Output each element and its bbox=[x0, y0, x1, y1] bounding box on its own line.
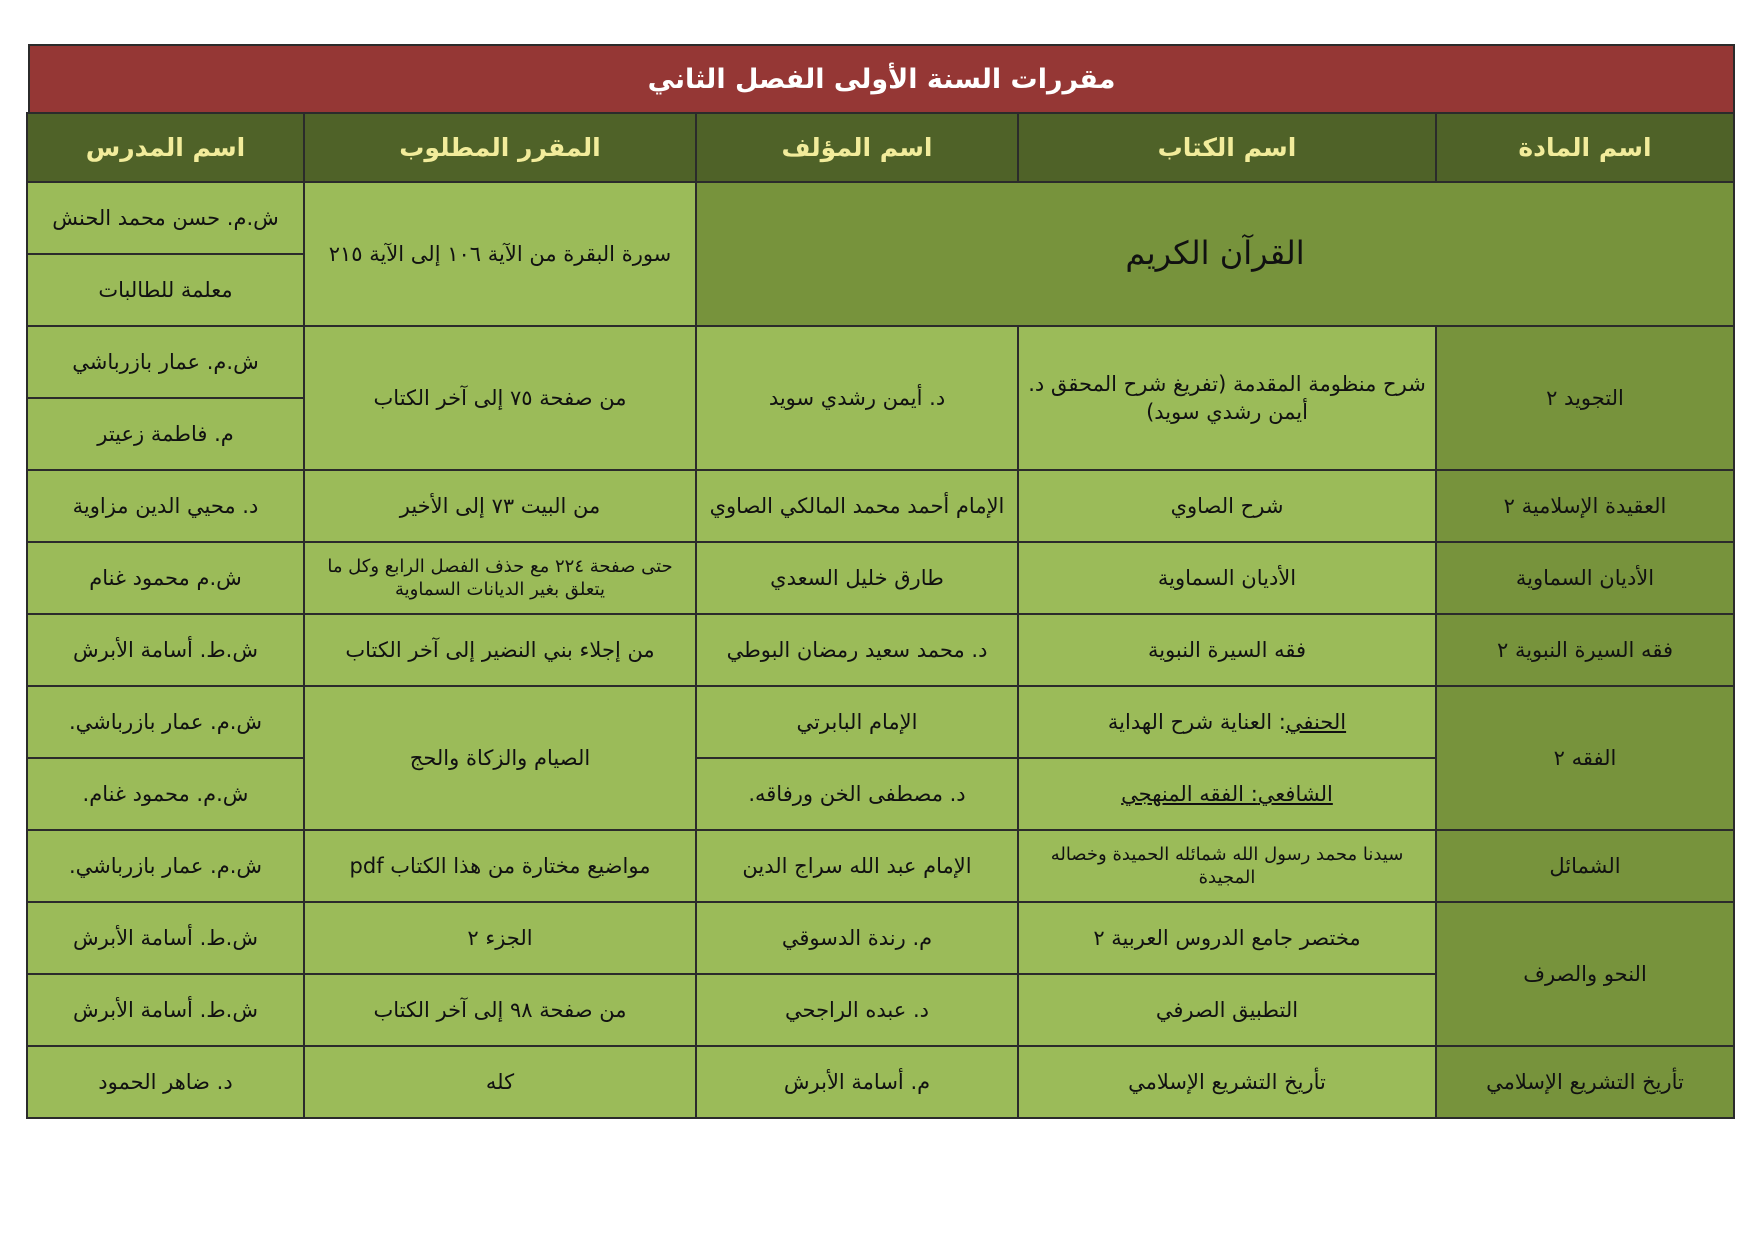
quran-cell: القرآن الكريم bbox=[696, 182, 1734, 326]
table-row-shamail bbox=[27, 830, 1734, 902]
curriculum-table bbox=[26, 112, 1735, 1119]
table-row-seerah bbox=[27, 614, 1734, 686]
table-row-religions bbox=[27, 542, 1734, 614]
fiqh-hanafi-book bbox=[1018, 686, 1436, 758]
nahw-portion-2: من صفحة ٩٨ إلى آخر الكتاب bbox=[304, 974, 696, 1046]
fiqh-hanafi-author: الإمام البابرتي bbox=[696, 686, 1018, 758]
nahw-author-2: د. عبده الراجحي bbox=[696, 974, 1018, 1046]
table-row-aqeedah bbox=[27, 470, 1734, 542]
tashree-teacher: د. ضاهر الحمود bbox=[27, 1046, 304, 1118]
header-row bbox=[27, 113, 1734, 182]
aqeedah-portion: من البيت ٧٣ إلى الأخير bbox=[304, 470, 696, 542]
fiqh-subject: الفقه ٢ bbox=[1436, 686, 1734, 830]
nahw-author-1: م. رندة الدسوقي bbox=[696, 902, 1018, 974]
nahw-book-1: مختصر جامع الدروس العربية ٢ bbox=[1018, 902, 1436, 974]
aqeedah-author: الإمام أحمد محمد المالكي الصاوي bbox=[696, 470, 1018, 542]
seerah-author: د. محمد سعيد رمضان البوطي bbox=[696, 614, 1018, 686]
fiqh-shafii-label: الشافعي bbox=[1257, 781, 1333, 806]
tajweed-teacher-1: ش.م. عمار بازرباشي bbox=[27, 326, 304, 398]
religions-subject: الأديان السماوية bbox=[1436, 542, 1734, 614]
aqeedah-teacher: د. محيي الدين مزاوية bbox=[27, 470, 304, 542]
header-teacher: اسم المدرس bbox=[27, 113, 304, 182]
fiqh-hanafi-label: الحنفي bbox=[1285, 709, 1347, 734]
tajweed-book: شرح منظومة المقدمة (تفريغ شرح المحقق د. أيمن رشدي سويد) bbox=[1018, 326, 1436, 470]
religions-author: طارق خليل السعدي bbox=[696, 542, 1018, 614]
shamail-author: الإمام عبد الله سراج الدين bbox=[696, 830, 1018, 902]
header-subject: اسم المادة bbox=[1436, 113, 1734, 182]
nahw-subject: النحو والصرف bbox=[1436, 902, 1734, 1046]
fiqh-shafii-book bbox=[1018, 758, 1436, 830]
nahw-book-2: التطبيق الصرفي bbox=[1018, 974, 1436, 1046]
religions-book: الأديان السماوية bbox=[1018, 542, 1436, 614]
fiqh-teacher-1: ش.م. عمار بازرباشي. bbox=[27, 686, 304, 758]
seerah-teacher: ش.ط. أسامة الأبرش bbox=[27, 614, 304, 686]
fiqh-shafii-author: د. مصطفى الخن ورفاقه. bbox=[696, 758, 1018, 830]
shamail-teacher: ش.م. عمار بازرباشي. bbox=[27, 830, 304, 902]
table-row-tashree bbox=[27, 1046, 1734, 1118]
table-row-quran bbox=[27, 182, 1734, 254]
seerah-subject: فقه السيرة النبوية ٢ bbox=[1436, 614, 1734, 686]
tashree-book: تأريخ التشريع الإسلامي bbox=[1018, 1046, 1436, 1118]
fiqh-portion: الصيام والزكاة والحج bbox=[304, 686, 696, 830]
nahw-teacher-2: ش.ط. أسامة الأبرش bbox=[27, 974, 304, 1046]
nahw-portion-1: الجزء ٢ bbox=[304, 902, 696, 974]
table-row-fiqh bbox=[27, 686, 1734, 758]
quran-teacher-2: معلمة للطالبات bbox=[27, 254, 304, 326]
table-row-nahw bbox=[27, 902, 1734, 974]
quran-teacher-1: ش.م. حسن محمد الحنش bbox=[27, 182, 304, 254]
nahw-teacher-1: ش.ط. أسامة الأبرش bbox=[27, 902, 304, 974]
shamail-book: سيدنا محمد رسول الله شمائله الحميدة وخصاله المجيدة bbox=[1018, 830, 1436, 902]
shamail-portion: مواضيع مختارة من هذا الكتاب pdf bbox=[304, 830, 696, 902]
header-book: اسم الكتاب bbox=[1018, 113, 1436, 182]
header-portion: المقرر المطلوب bbox=[304, 113, 696, 182]
aqeedah-subject: العقيدة الإسلامية ٢ bbox=[1436, 470, 1734, 542]
tajweed-portion: من صفحة ٧٥ إلى آخر الكتاب bbox=[304, 326, 696, 470]
tashree-portion: كله bbox=[304, 1046, 696, 1118]
shamail-subject: الشمائل bbox=[1436, 830, 1734, 902]
tashree-subject: تأريخ التشريع الإسلامي bbox=[1436, 1046, 1734, 1118]
tashree-author: م. أسامة الأبرش bbox=[696, 1046, 1018, 1118]
fiqh-shafii-title: : الفقه المنهجي bbox=[1121, 781, 1258, 806]
religions-teacher: ش.م محمود غنام bbox=[27, 542, 304, 614]
header-author: اسم المؤلف bbox=[696, 113, 1018, 182]
seerah-book: فقه السيرة النبوية bbox=[1018, 614, 1436, 686]
tajweed-subject: التجويد ٢ bbox=[1436, 326, 1734, 470]
religions-portion: حتى صفحة ٢٢٤ مع حذف الفصل الرابع وكل ما يتعلق بغير الديانات السماوية bbox=[304, 542, 696, 614]
seerah-portion: من إجلاء بني النضير إلى آخر الكتاب bbox=[304, 614, 696, 686]
page-title: مقررات السنة الأولى الفصل الثاني bbox=[28, 44, 1735, 112]
curriculum-sheet bbox=[28, 44, 1735, 1119]
table-row-tajweed bbox=[27, 326, 1734, 398]
quran-portion: سورة البقرة من الآية ١٠٦ إلى الآية ٢١٥ bbox=[304, 182, 696, 326]
tajweed-teacher-2: م. فاطمة زعيتر bbox=[27, 398, 304, 470]
fiqh-hanafi-title: : العناية شرح الهداية bbox=[1107, 709, 1286, 734]
aqeedah-book: شرح الصاوي bbox=[1018, 470, 1436, 542]
tajweed-author: د. أيمن رشدي سويد bbox=[696, 326, 1018, 470]
fiqh-teacher-2: ش.م. محمود غنام. bbox=[27, 758, 304, 830]
